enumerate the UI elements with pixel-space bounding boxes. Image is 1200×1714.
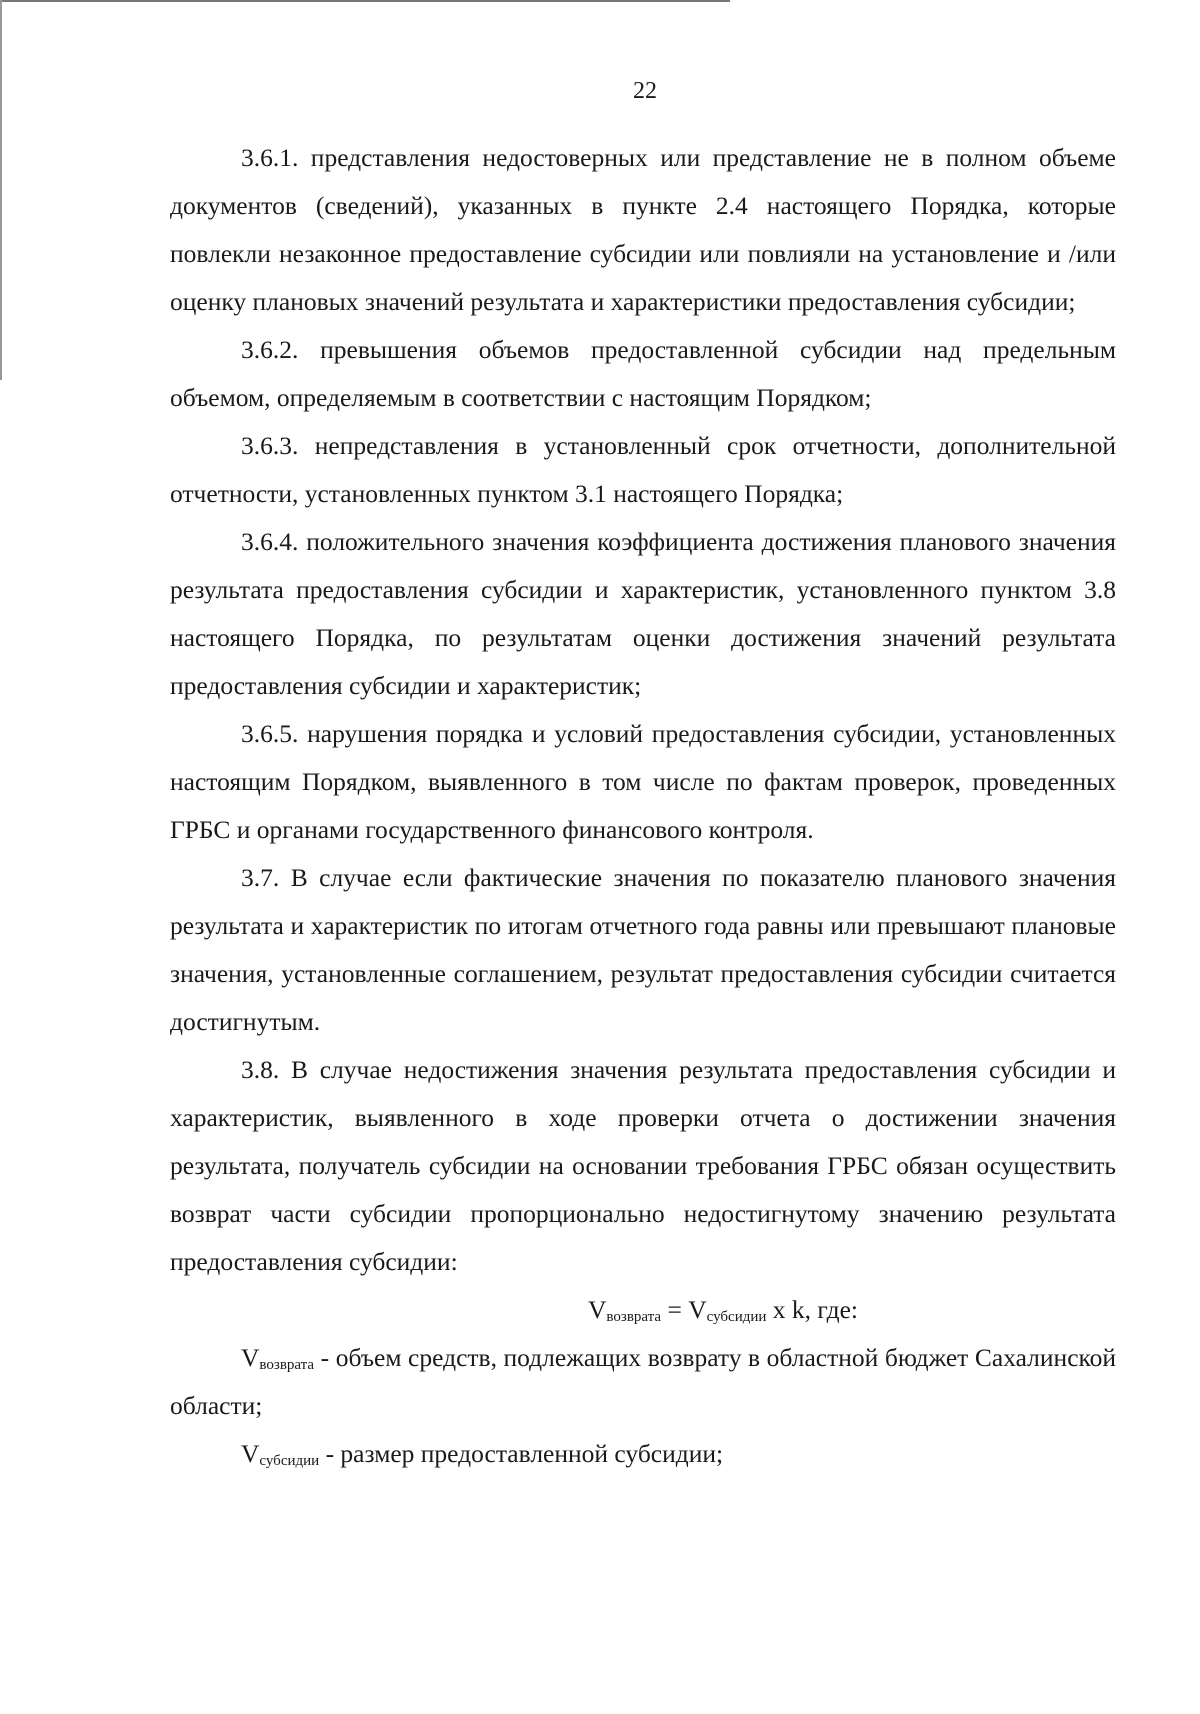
document-body: [170, 134, 1116, 1478]
def-sub-return: возврата: [259, 1357, 315, 1373]
formula-equals: =: [661, 1295, 689, 1324]
formula-v: V: [588, 1295, 607, 1324]
paragraph-3-6-5: 3.6.5. нарушения порядка и условий предоставления субсидии, установленных настоящим Порядком, выявленного в том числе по фактам проверок, проведенных ГРБС и органами государственного финансового контроля.: [170, 719, 1116, 844]
scan-edge-top: [0, 0, 730, 2]
definition-v-return: [170, 1334, 1116, 1430]
def-return-text: - объем средств, подлежащих возврату в областной бюджет Сахалинской области;: [170, 1343, 1116, 1420]
definition-v-subsidy: [170, 1430, 1116, 1478]
def-sub-subsidy: субсидии: [259, 1453, 320, 1469]
page-number: 22: [633, 78, 657, 104]
paragraph-3-7: 3.7. В случае если фактические значения по показателю планового значения результата и характеристик по итогам отчетного года равны или превышают плановые значения, установленные соглашением, результат предоставления субсидии считается достигнутым.: [170, 863, 1116, 1036]
def-subsidy-text: - размер предоставленной субсидии;: [319, 1439, 724, 1468]
formula-tail: x k, где:: [766, 1295, 858, 1324]
paragraph-3-6-1: 3.6.1. представления недостоверных или представление не в полном объеме документов (сведений), указанных в пункте 2.4 настоящего Порядка, которые повлекли незаконное предоставление субсидии или повлияли на установление и /или оценку плановых значений результата и характеристики предоставления субсидии;: [170, 143, 1116, 316]
formula-sub-return: возврата: [606, 1309, 662, 1325]
formula-v2: V: [688, 1295, 707, 1324]
paragraph-3-6-2: 3.6.2. превышения объемов предоставленной субсидии над предельным объемом, определяемым в соответствии с настоящим Порядком;: [170, 335, 1116, 412]
paragraph-3-8: 3.8. В случае недостижения значения результата предоставления субсидии и характеристик, выявленного в ходе проверки отчета о достижении значения результата, получатель субсидии на основании требования ГРБС обязан осуществить возврат части субсидии пропорционально недостигнутому значению результата предоставления субсидии:: [170, 1055, 1116, 1276]
paragraph-3-6-4: 3.6.4. положительного значения коэффициента достижения планового значения результата предоставления субсидии и характеристик, установленного пунктом 3.8 настоящего Порядка, по результатам оценки достижения значений результата предоставления субсидии и характеристик;: [170, 527, 1116, 700]
scan-edge-left: [0, 0, 2, 380]
return-formula: [170, 1286, 1116, 1334]
formula-sub-subsidy: субсидии: [706, 1309, 767, 1325]
def-v: V: [241, 1343, 260, 1372]
paragraph-3-6-3: 3.6.3. непредставления в установленный срок отчетности, дополнительной отчетности, установленных пунктом 3.1 настоящего Порядка;: [170, 431, 1116, 508]
def-v2: V: [241, 1439, 260, 1468]
